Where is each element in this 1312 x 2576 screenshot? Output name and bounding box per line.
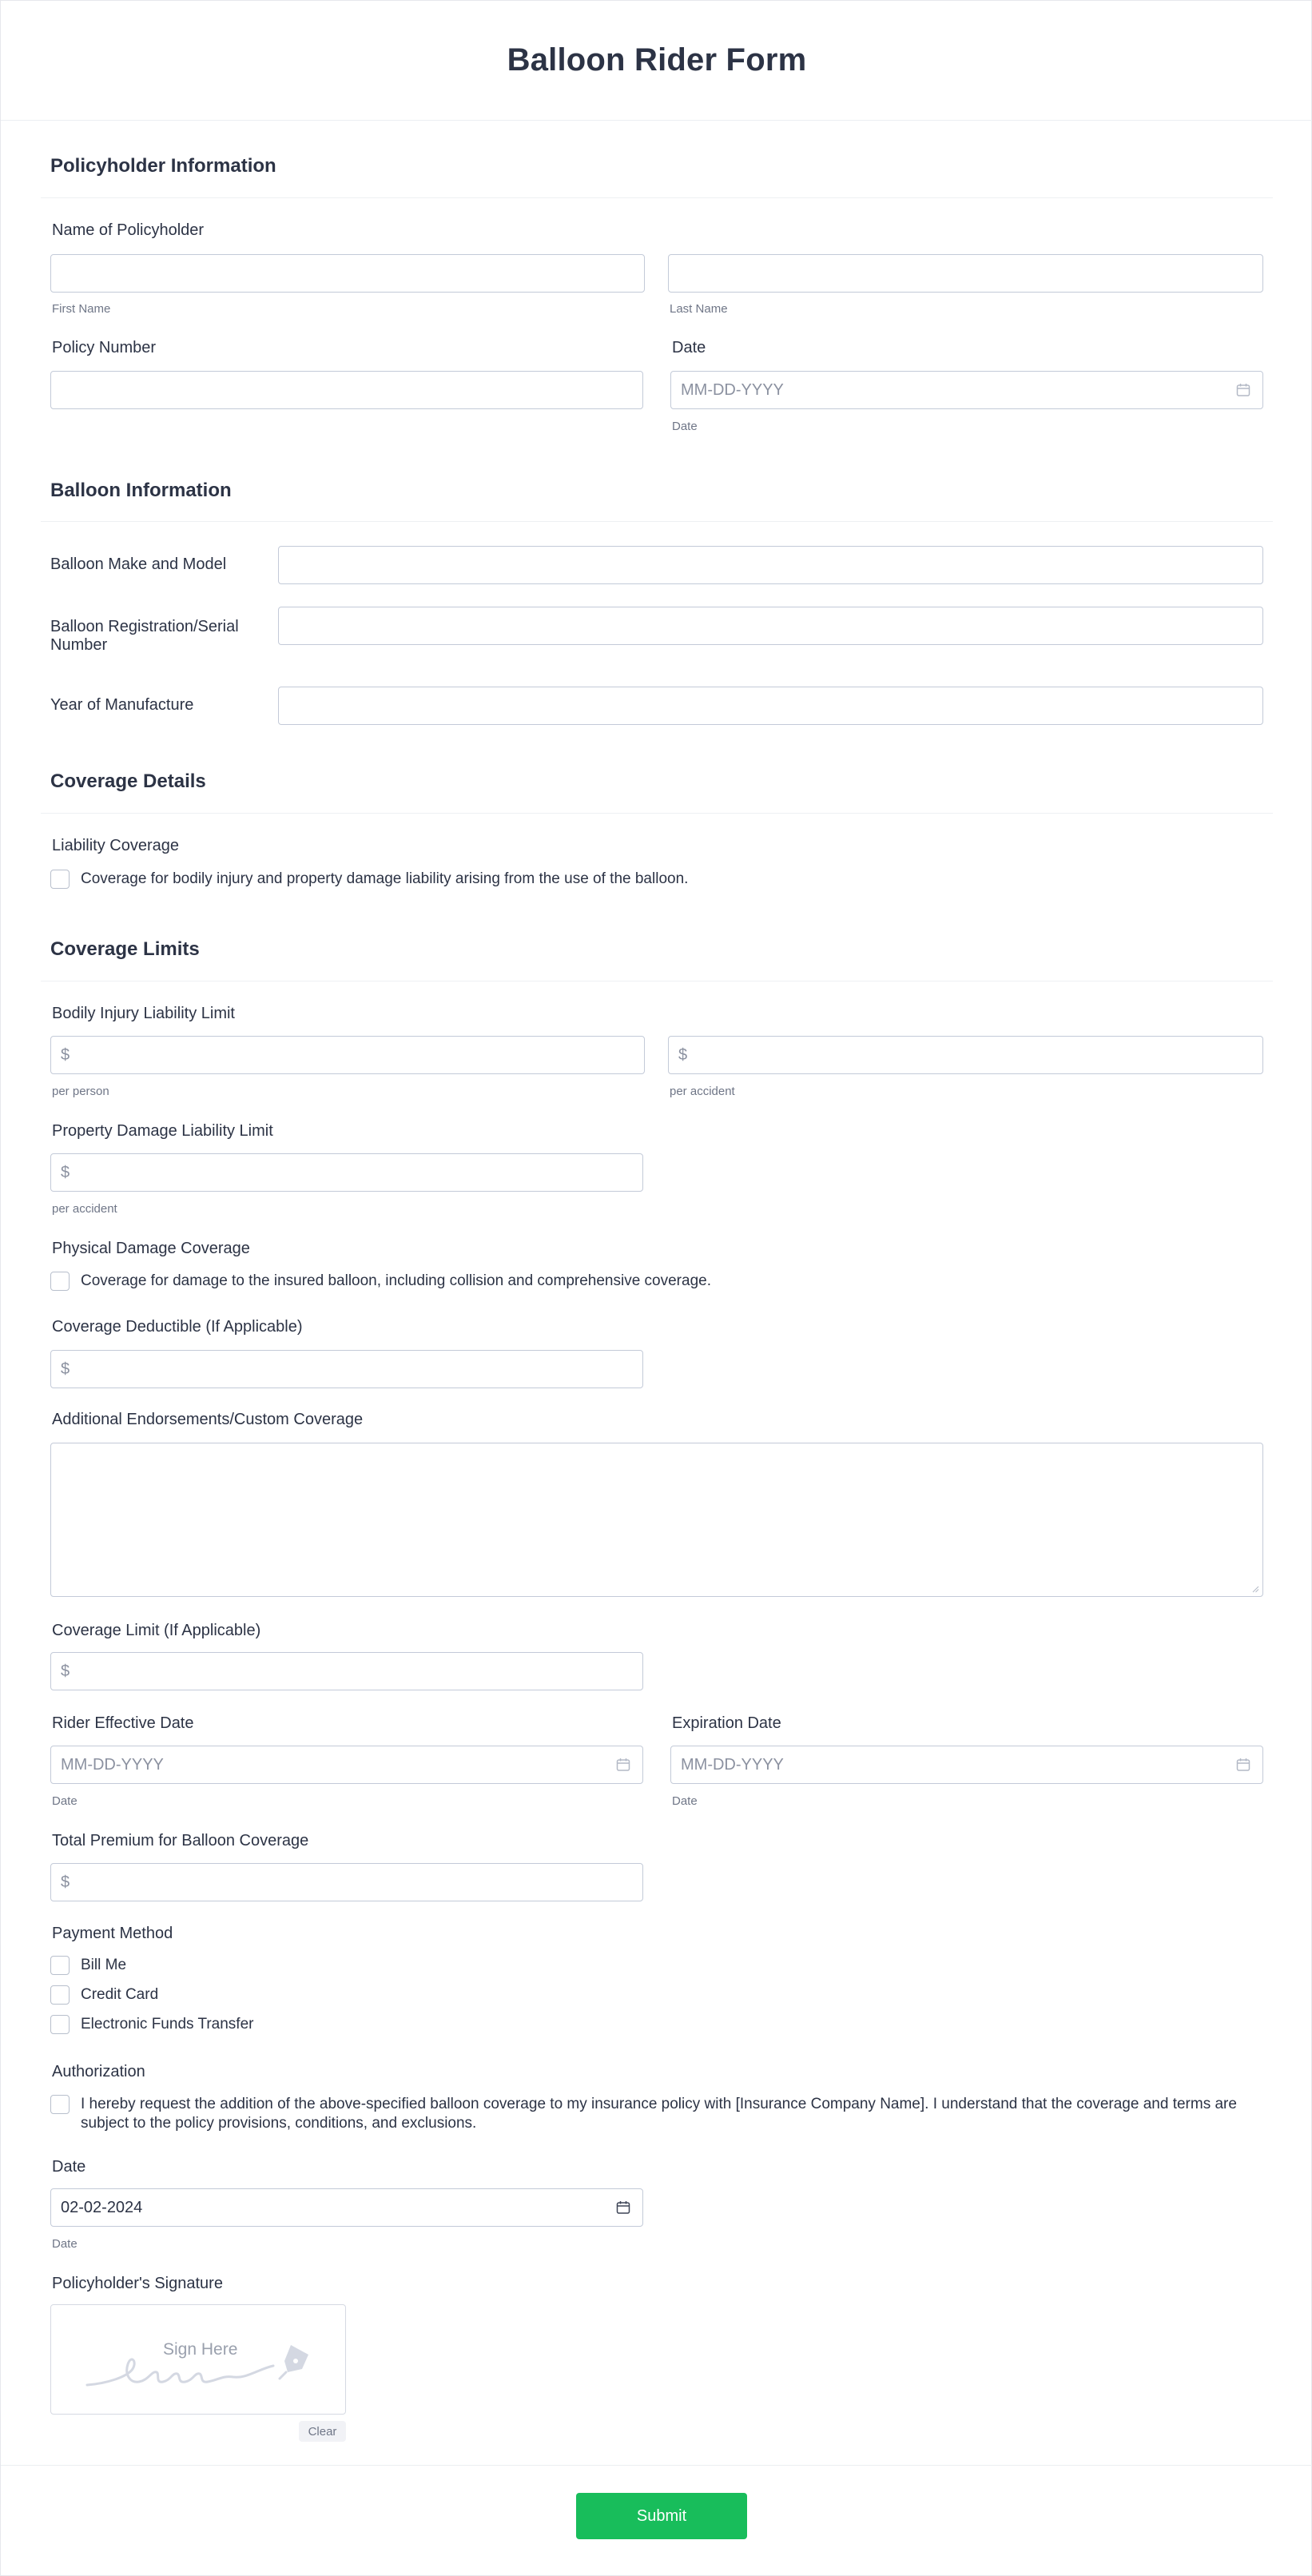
section-title-coverage-details: Coverage Details [50, 770, 206, 792]
section-divider [41, 521, 1273, 522]
calendar-icon[interactable] [615, 1757, 631, 1773]
property-per-accident-sublabel: per accident [52, 1202, 117, 1216]
payment-option-credit-card[interactable] [50, 1985, 158, 2005]
expiration-date-label: Expiration Date [672, 1714, 781, 1732]
payment-option-bill-me[interactable] [50, 1956, 126, 1975]
name-of-policyholder-label: Name of Policyholder [52, 221, 205, 239]
first-name-sublabel: First Name [52, 302, 111, 316]
credit-card-text: Credit Card [81, 1986, 159, 2003]
signed-date-label: Date [52, 2158, 86, 2176]
payment-option-eft[interactable] [50, 2015, 253, 2034]
liability-coverage-label: Liability Coverage [52, 837, 179, 854]
currency-placeholder: $ [678, 1045, 688, 1064]
bodily-injury-limit-label: Bodily Injury Liability Limit [52, 1005, 235, 1022]
expiration-date-sublabel: Date [672, 1794, 698, 1808]
footer-divider [1, 2465, 1312, 2466]
authorization-label: Authorization [52, 2063, 145, 2080]
signed-date-value: 02-02-2024 [61, 2198, 143, 2216]
liability-coverage-option-text: Coverage for bodily injury and property damage liability arising from the use of the balloon. [81, 870, 689, 887]
total-premium-label: Total Premium for Balloon Coverage [52, 1832, 309, 1849]
physical-damage-option-text: Coverage for damage to the insured balloon, including collision and comprehensive coverage. [81, 1272, 711, 1289]
eft-checkbox[interactable] [50, 2015, 70, 2034]
authorization-checkbox[interactable] [50, 2095, 70, 2114]
rider-effective-date-label: Rider Effective Date [52, 1714, 194, 1732]
balloon-registration-label-line1: Balloon Registration/Serial [50, 618, 239, 635]
currency-placeholder: $ [61, 1045, 70, 1064]
effective-date-sublabel: Date [52, 1794, 78, 1808]
per-person-sublabel: per person [52, 1085, 109, 1098]
submit-button[interactable]: Submit [576, 2493, 747, 2539]
total-premium-input[interactable] [50, 1863, 643, 1901]
signed-date-sublabel: Date [52, 2237, 78, 2251]
bodily-injury-per-person-input[interactable] [50, 1036, 645, 1074]
authorization-text [81, 2095, 1237, 2133]
balloon-registration-label-line2: Number [50, 636, 108, 654]
section-title-policyholder: Policyholder Information [50, 155, 276, 177]
signed-date-input[interactable] [50, 2188, 643, 2227]
signature-label: Policyholder's Signature [52, 2275, 223, 2292]
clear-signature-button[interactable]: Clear [299, 2421, 346, 2442]
date-placeholder: MM-DD-YYYY [61, 1755, 164, 1774]
liability-coverage-option[interactable] [50, 870, 688, 889]
currency-placeholder: $ [61, 1163, 70, 1181]
calendar-icon[interactable] [1235, 1757, 1251, 1773]
calendar-icon[interactable] [1235, 382, 1251, 398]
physical-damage-coverage-label: Physical Damage Coverage [52, 1240, 250, 1257]
resize-handle-icon[interactable] [1251, 1585, 1259, 1593]
additional-endorsements-label: Additional Endorsements/Custom Coverage [52, 1411, 364, 1428]
section-divider [41, 813, 1273, 814]
coverage-limit-input[interactable] [50, 1652, 643, 1690]
balloon-make-model-label: Balloon Make and Model [50, 555, 227, 573]
liability-coverage-checkbox[interactable] [50, 870, 70, 889]
property-damage-input[interactable] [50, 1153, 643, 1192]
balloon-registration-input[interactable] [278, 607, 1263, 645]
policy-number-input[interactable] [50, 371, 643, 409]
last-name-input[interactable] [668, 254, 1263, 293]
year-of-manufacture-input[interactable] [278, 687, 1263, 725]
currency-placeholder: $ [61, 1873, 70, 1891]
last-name-sublabel: Last Name [670, 302, 728, 316]
per-accident-sublabel: per accident [670, 1085, 735, 1098]
form-title: Balloon Rider Form [507, 42, 807, 78]
sign-here-text: Sign Here [163, 2340, 238, 2359]
balloon-make-model-input[interactable] [278, 546, 1263, 584]
date-placeholder: MM-DD-YYYY [681, 1755, 784, 1774]
signature-pad[interactable] [50, 2304, 346, 2415]
date-placeholder: MM-DD-YYYY [681, 380, 784, 399]
year-of-manufacture-label: Year of Manufacture [50, 696, 194, 714]
bill-me-checkbox[interactable] [50, 1956, 70, 1975]
date-label: Date [672, 339, 706, 356]
coverage-limit-label: Coverage Limit (If Applicable) [52, 1622, 261, 1639]
physical-damage-checkbox[interactable] [50, 1272, 70, 1291]
bodily-injury-per-accident-input[interactable] [668, 1036, 1263, 1074]
currency-placeholder: $ [61, 1662, 70, 1680]
eft-text: Electronic Funds Transfer [81, 2016, 254, 2033]
expiration-date-input[interactable] [670, 1746, 1263, 1784]
coverage-deductible-input[interactable] [50, 1350, 643, 1388]
physical-damage-option[interactable] [50, 1272, 711, 1291]
date-sublabel: Date [672, 420, 698, 433]
section-title-coverage-limits: Coverage Limits [50, 938, 200, 960]
policy-number-label: Policy Number [52, 339, 157, 356]
form-header [1, 1, 1312, 121]
authorization-text-line1: I hereby request the addition of the above-specified balloon coverage to my insurance policy with [Insurance Company Name]. I understand that the coverage and terms are [81, 2096, 1237, 2112]
date-input[interactable] [670, 371, 1263, 409]
bill-me-text: Bill Me [81, 1957, 127, 1973]
section-divider [41, 197, 1273, 198]
section-title-balloon: Balloon Information [50, 480, 232, 501]
calendar-icon[interactable] [615, 2200, 631, 2216]
property-damage-limit-label: Property Damage Liability Limit [52, 1122, 273, 1140]
coverage-deductible-label: Coverage Deductible (If Applicable) [52, 1318, 303, 1336]
rider-effective-date-input[interactable] [50, 1746, 643, 1784]
currency-placeholder: $ [61, 1360, 70, 1378]
credit-card-checkbox[interactable] [50, 1985, 70, 2005]
payment-method-label: Payment Method [52, 1925, 173, 1942]
additional-endorsements-textarea[interactable] [50, 1443, 1263, 1597]
authorization-option[interactable] [50, 2095, 1265, 2133]
authorization-text-line2: subject to the policy provisions, conditions, and exclusions. [81, 2115, 477, 2132]
first-name-input[interactable] [50, 254, 645, 293]
